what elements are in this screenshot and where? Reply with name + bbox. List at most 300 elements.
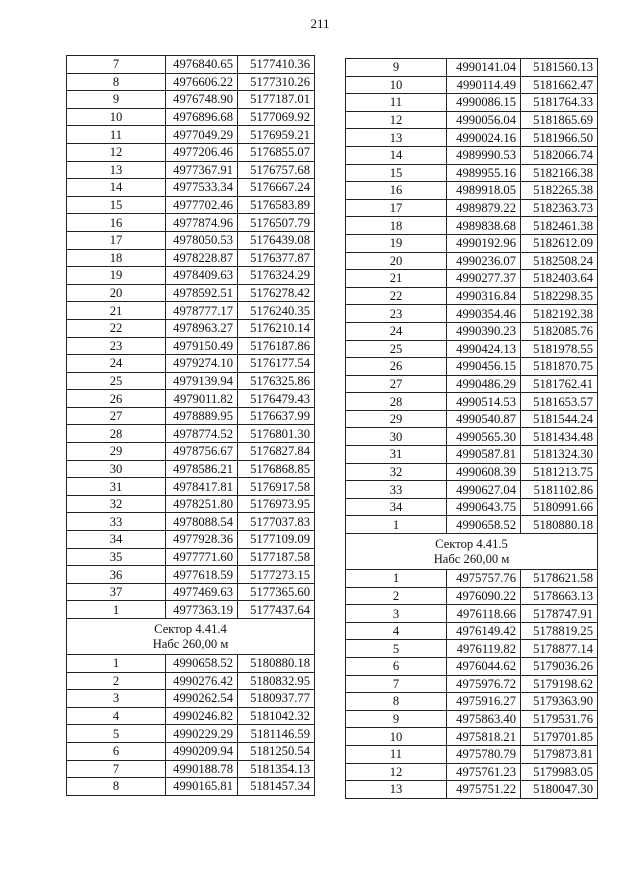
table-row bbox=[67, 778, 315, 796]
point-number-cell: 21 bbox=[67, 302, 166, 320]
point-number-cell: 23 bbox=[67, 337, 166, 355]
point-number-cell: 26 bbox=[346, 358, 447, 376]
sector-title: Сектор 4.41.4 bbox=[154, 621, 227, 636]
y-coordinate-cell: 5182192.38 bbox=[521, 305, 598, 323]
x-coordinate-cell: 4977533.34 bbox=[166, 179, 238, 197]
table-row bbox=[67, 478, 315, 496]
y-coordinate-cell: 5176240.35 bbox=[238, 302, 315, 320]
x-coordinate-cell: 4978251.80 bbox=[166, 495, 238, 513]
point-number-cell: 20 bbox=[346, 252, 447, 270]
x-coordinate-cell: 4990608.39 bbox=[447, 463, 521, 481]
point-number-cell: 1 bbox=[67, 655, 166, 673]
y-coordinate-cell: 5176583.89 bbox=[238, 196, 315, 214]
x-coordinate-cell: 4990056.04 bbox=[447, 111, 521, 129]
y-coordinate-cell: 5182066.74 bbox=[521, 146, 598, 164]
point-number-cell: 1 bbox=[346, 516, 447, 534]
x-coordinate-cell: 4975757.76 bbox=[447, 570, 521, 588]
point-number-cell: 17 bbox=[67, 231, 166, 249]
point-number-cell: 13 bbox=[346, 129, 447, 147]
point-number-cell: 32 bbox=[346, 463, 447, 481]
y-coordinate-cell: 5181764.33 bbox=[521, 94, 598, 112]
table-row bbox=[346, 693, 598, 711]
point-number-cell: 5 bbox=[346, 640, 447, 658]
point-number-cell: 36 bbox=[67, 566, 166, 584]
x-coordinate-cell: 4990658.52 bbox=[447, 516, 521, 534]
x-coordinate-cell: 4975751.22 bbox=[447, 781, 521, 799]
y-coordinate-cell: 5176801.30 bbox=[238, 425, 315, 443]
y-coordinate-cell: 5182265.38 bbox=[521, 182, 598, 200]
table-row bbox=[67, 495, 315, 513]
x-coordinate-cell: 4990276.42 bbox=[166, 672, 238, 690]
y-coordinate-cell: 5180937.77 bbox=[238, 690, 315, 708]
point-number-cell: 11 bbox=[346, 94, 447, 112]
x-coordinate-cell: 4979139.94 bbox=[166, 372, 238, 390]
table-row bbox=[346, 164, 598, 182]
y-coordinate-cell: 5179363.90 bbox=[521, 693, 598, 711]
x-coordinate-cell: 4978592.51 bbox=[166, 284, 238, 302]
y-coordinate-cell: 5181042.32 bbox=[238, 707, 315, 725]
point-number-cell: 4 bbox=[346, 622, 447, 640]
x-coordinate-cell: 4976044.62 bbox=[447, 658, 521, 676]
y-coordinate-cell: 5181865.69 bbox=[521, 111, 598, 129]
x-coordinate-cell: 4990587.81 bbox=[447, 446, 521, 464]
y-coordinate-cell: 5181662.47 bbox=[521, 76, 598, 94]
point-number-cell: 6 bbox=[67, 742, 166, 760]
y-coordinate-cell: 5176868.85 bbox=[238, 460, 315, 478]
x-coordinate-cell: 4977469.63 bbox=[166, 583, 238, 601]
table-row bbox=[346, 199, 598, 217]
point-number-cell: 24 bbox=[67, 355, 166, 373]
x-coordinate-cell: 4977049.29 bbox=[166, 126, 238, 144]
x-coordinate-cell: 4990165.81 bbox=[166, 778, 238, 796]
x-coordinate-cell: 4976748.90 bbox=[166, 91, 238, 109]
point-number-cell: 13 bbox=[67, 161, 166, 179]
point-number-cell: 18 bbox=[67, 249, 166, 267]
left-table-body bbox=[67, 56, 315, 796]
y-coordinate-cell: 5179983.05 bbox=[521, 763, 598, 781]
x-coordinate-cell: 4978756.67 bbox=[166, 443, 238, 461]
x-coordinate-cell: 4989879.22 bbox=[447, 199, 521, 217]
table-row bbox=[67, 725, 315, 743]
point-number-cell: 13 bbox=[346, 781, 447, 799]
y-coordinate-cell: 5176187.86 bbox=[238, 337, 315, 355]
x-coordinate-cell: 4978409.63 bbox=[166, 267, 238, 285]
table-row bbox=[346, 516, 598, 534]
y-coordinate-cell: 5178819.25 bbox=[521, 622, 598, 640]
y-coordinate-cell: 5181870.75 bbox=[521, 358, 598, 376]
point-number-cell: 34 bbox=[67, 531, 166, 549]
sector-header-row bbox=[67, 619, 315, 655]
sector-subtitle: Набс 260,00 м bbox=[433, 551, 510, 566]
table-row bbox=[67, 337, 315, 355]
table-row bbox=[67, 548, 315, 566]
x-coordinate-cell: 4990540.87 bbox=[447, 410, 521, 428]
y-coordinate-cell: 5181978.55 bbox=[521, 340, 598, 358]
x-coordinate-cell: 4990456.15 bbox=[447, 358, 521, 376]
table-row bbox=[67, 126, 315, 144]
x-coordinate-cell: 4978417.81 bbox=[166, 478, 238, 496]
point-number-cell: 11 bbox=[67, 126, 166, 144]
point-number-cell: 14 bbox=[67, 179, 166, 197]
sector-subtitle: Набс 260,00 м bbox=[152, 636, 229, 651]
point-number-cell: 31 bbox=[346, 446, 447, 464]
y-coordinate-cell: 5177410.36 bbox=[238, 56, 315, 74]
y-coordinate-cell: 5178663.13 bbox=[521, 587, 598, 605]
point-number-cell: 21 bbox=[346, 270, 447, 288]
y-coordinate-cell: 5176210.14 bbox=[238, 319, 315, 337]
y-coordinate-cell: 5182298.35 bbox=[521, 287, 598, 305]
x-coordinate-cell: 4979150.49 bbox=[166, 337, 238, 355]
point-number-cell: 22 bbox=[67, 319, 166, 337]
point-number-cell: 19 bbox=[67, 267, 166, 285]
point-number-cell: 8 bbox=[67, 73, 166, 91]
point-number-cell: 2 bbox=[346, 587, 447, 605]
table-row bbox=[346, 182, 598, 200]
x-coordinate-cell: 4990246.82 bbox=[166, 707, 238, 725]
table-row bbox=[346, 322, 598, 340]
y-coordinate-cell: 5182085.76 bbox=[521, 322, 598, 340]
table-row bbox=[67, 460, 315, 478]
table-row bbox=[67, 372, 315, 390]
y-coordinate-cell: 5177187.01 bbox=[238, 91, 315, 109]
point-number-cell: 33 bbox=[67, 513, 166, 531]
table-row bbox=[346, 605, 598, 623]
x-coordinate-cell: 4989918.05 bbox=[447, 182, 521, 200]
y-coordinate-cell: 5178877.14 bbox=[521, 640, 598, 658]
y-coordinate-cell: 5177273.15 bbox=[238, 566, 315, 584]
y-coordinate-cell: 5180991.66 bbox=[521, 498, 598, 516]
point-number-cell: 10 bbox=[346, 728, 447, 746]
y-coordinate-cell: 5181324.30 bbox=[521, 446, 598, 464]
table-row bbox=[67, 707, 315, 725]
y-coordinate-cell: 5179701.85 bbox=[521, 728, 598, 746]
table-row bbox=[67, 231, 315, 249]
point-number-cell: 28 bbox=[67, 425, 166, 443]
table-row bbox=[346, 393, 598, 411]
sector-title: Сектор 4.41.5 bbox=[435, 536, 508, 551]
x-coordinate-cell: 4977771.60 bbox=[166, 548, 238, 566]
x-coordinate-cell: 4989990.53 bbox=[447, 146, 521, 164]
x-coordinate-cell: 4977874.96 bbox=[166, 214, 238, 232]
table-row bbox=[346, 270, 598, 288]
y-coordinate-cell: 5181762.41 bbox=[521, 375, 598, 393]
table-row bbox=[346, 358, 598, 376]
x-coordinate-cell: 4990209.94 bbox=[166, 742, 238, 760]
table-row bbox=[346, 76, 598, 94]
y-coordinate-cell: 5179198.62 bbox=[521, 675, 598, 693]
point-number-cell: 24 bbox=[346, 322, 447, 340]
point-number-cell: 2 bbox=[67, 672, 166, 690]
x-coordinate-cell: 4978963.27 bbox=[166, 319, 238, 337]
y-coordinate-cell: 5176325.86 bbox=[238, 372, 315, 390]
point-number-cell: 9 bbox=[67, 91, 166, 109]
x-coordinate-cell: 4978088.54 bbox=[166, 513, 238, 531]
table-row bbox=[346, 94, 598, 112]
y-coordinate-cell: 5181354.13 bbox=[238, 760, 315, 778]
table-row bbox=[67, 214, 315, 232]
point-number-cell: 4 bbox=[67, 707, 166, 725]
table-row bbox=[67, 425, 315, 443]
table-row bbox=[346, 252, 598, 270]
table-row bbox=[346, 481, 598, 499]
x-coordinate-cell: 4977702.46 bbox=[166, 196, 238, 214]
y-coordinate-cell: 5177069.92 bbox=[238, 108, 315, 126]
point-number-cell: 8 bbox=[346, 693, 447, 711]
point-number-cell: 23 bbox=[346, 305, 447, 323]
x-coordinate-cell: 4989955.16 bbox=[447, 164, 521, 182]
point-number-cell: 16 bbox=[67, 214, 166, 232]
point-number-cell: 37 bbox=[67, 583, 166, 601]
table-row bbox=[346, 428, 598, 446]
y-coordinate-cell: 5176757.68 bbox=[238, 161, 315, 179]
x-coordinate-cell: 4977206.46 bbox=[166, 143, 238, 161]
x-coordinate-cell: 4990141.04 bbox=[447, 59, 521, 77]
point-number-cell: 34 bbox=[346, 498, 447, 516]
x-coordinate-cell: 4975863.40 bbox=[447, 710, 521, 728]
table-row bbox=[346, 111, 598, 129]
x-coordinate-cell: 4990424.13 bbox=[447, 340, 521, 358]
table-row bbox=[346, 146, 598, 164]
point-number-cell: 3 bbox=[67, 690, 166, 708]
y-coordinate-cell: 5177109.09 bbox=[238, 531, 315, 549]
table-row bbox=[346, 763, 598, 781]
x-coordinate-cell: 4990229.29 bbox=[166, 725, 238, 743]
point-number-cell: 29 bbox=[67, 443, 166, 461]
point-number-cell: 9 bbox=[346, 710, 447, 728]
table-row bbox=[67, 443, 315, 461]
point-number-cell: 30 bbox=[67, 460, 166, 478]
table-row bbox=[67, 690, 315, 708]
y-coordinate-cell: 5176667.24 bbox=[238, 179, 315, 197]
x-coordinate-cell: 4990024.16 bbox=[447, 129, 521, 147]
y-coordinate-cell: 5180880.18 bbox=[238, 655, 315, 673]
table-row bbox=[67, 284, 315, 302]
point-number-cell: 22 bbox=[346, 287, 447, 305]
point-number-cell: 27 bbox=[346, 375, 447, 393]
y-coordinate-cell: 5181102.86 bbox=[521, 481, 598, 499]
table-row bbox=[67, 73, 315, 91]
point-number-cell: 16 bbox=[346, 182, 447, 200]
table-row bbox=[346, 658, 598, 676]
y-coordinate-cell: 5176855.07 bbox=[238, 143, 315, 161]
y-coordinate-cell: 5180880.18 bbox=[521, 516, 598, 534]
x-coordinate-cell: 4977367.91 bbox=[166, 161, 238, 179]
x-coordinate-cell: 4990390.23 bbox=[447, 322, 521, 340]
table-row bbox=[346, 463, 598, 481]
x-coordinate-cell: 4989838.68 bbox=[447, 217, 521, 235]
x-coordinate-cell: 4990086.15 bbox=[447, 94, 521, 112]
point-number-cell: 6 bbox=[346, 658, 447, 676]
x-coordinate-cell: 4990316.84 bbox=[447, 287, 521, 305]
x-coordinate-cell: 4977618.59 bbox=[166, 566, 238, 584]
point-number-cell: 29 bbox=[346, 410, 447, 428]
table-row bbox=[67, 672, 315, 690]
y-coordinate-cell: 5177037.83 bbox=[238, 513, 315, 531]
table-row bbox=[346, 340, 598, 358]
table-row bbox=[67, 108, 315, 126]
table-row bbox=[346, 640, 598, 658]
point-number-cell: 7 bbox=[67, 56, 166, 74]
y-coordinate-cell: 5178747.91 bbox=[521, 605, 598, 623]
table-row bbox=[67, 56, 315, 74]
table-row bbox=[67, 407, 315, 425]
table-row bbox=[346, 587, 598, 605]
sector-header-row bbox=[346, 534, 598, 570]
point-number-cell: 5 bbox=[67, 725, 166, 743]
y-coordinate-cell: 5176827.84 bbox=[238, 443, 315, 461]
table-row bbox=[67, 267, 315, 285]
x-coordinate-cell: 4978774.52 bbox=[166, 425, 238, 443]
point-number-cell: 7 bbox=[67, 760, 166, 778]
y-coordinate-cell: 5182508.24 bbox=[521, 252, 598, 270]
point-number-cell: 12 bbox=[67, 143, 166, 161]
y-coordinate-cell: 5176917.58 bbox=[238, 478, 315, 496]
table-row bbox=[346, 745, 598, 763]
point-number-cell: 10 bbox=[67, 108, 166, 126]
point-number-cell: 18 bbox=[346, 217, 447, 235]
point-number-cell: 20 bbox=[67, 284, 166, 302]
x-coordinate-cell: 4978228.87 bbox=[166, 249, 238, 267]
table-row bbox=[346, 498, 598, 516]
x-coordinate-cell: 4990114.49 bbox=[447, 76, 521, 94]
table-row bbox=[346, 570, 598, 588]
table-row bbox=[346, 781, 598, 799]
point-number-cell: 35 bbox=[67, 548, 166, 566]
point-number-cell: 3 bbox=[346, 605, 447, 623]
table-row bbox=[346, 375, 598, 393]
x-coordinate-cell: 4990627.04 bbox=[447, 481, 521, 499]
y-coordinate-cell: 5178621.58 bbox=[521, 570, 598, 588]
x-coordinate-cell: 4976090.22 bbox=[447, 587, 521, 605]
point-number-cell: 31 bbox=[67, 478, 166, 496]
x-coordinate-cell: 4990192.96 bbox=[447, 234, 521, 252]
point-number-cell: 33 bbox=[346, 481, 447, 499]
point-number-cell: 1 bbox=[67, 601, 166, 619]
x-coordinate-cell: 4978586.21 bbox=[166, 460, 238, 478]
y-coordinate-cell: 5181213.75 bbox=[521, 463, 598, 481]
x-coordinate-cell: 4975780.79 bbox=[447, 745, 521, 763]
page-number: 211 bbox=[310, 16, 330, 31]
y-coordinate-cell: 5182612.09 bbox=[521, 234, 598, 252]
x-coordinate-cell: 4976149.42 bbox=[447, 622, 521, 640]
y-coordinate-cell: 5181966.50 bbox=[521, 129, 598, 147]
point-number-cell: 19 bbox=[346, 234, 447, 252]
point-number-cell: 1 bbox=[346, 570, 447, 588]
y-coordinate-cell: 5180047.30 bbox=[521, 781, 598, 799]
point-number-cell: 12 bbox=[346, 763, 447, 781]
table-row bbox=[346, 217, 598, 235]
table-row bbox=[67, 513, 315, 531]
x-coordinate-cell: 4975761.23 bbox=[447, 763, 521, 781]
table-row bbox=[346, 234, 598, 252]
x-coordinate-cell: 4977928.36 bbox=[166, 531, 238, 549]
x-coordinate-cell: 4975916.27 bbox=[447, 693, 521, 711]
table-row bbox=[67, 601, 315, 619]
table-row bbox=[67, 161, 315, 179]
table-row bbox=[67, 91, 315, 109]
x-coordinate-cell: 4978889.95 bbox=[166, 407, 238, 425]
point-number-cell: 26 bbox=[67, 390, 166, 408]
x-coordinate-cell: 4976896.68 bbox=[166, 108, 238, 126]
table-row bbox=[67, 390, 315, 408]
table-row bbox=[346, 410, 598, 428]
right-table-body bbox=[346, 59, 598, 799]
table-row bbox=[346, 622, 598, 640]
y-coordinate-cell: 5182363.73 bbox=[521, 199, 598, 217]
x-coordinate-cell: 4978777.17 bbox=[166, 302, 238, 320]
x-coordinate-cell: 4990188.78 bbox=[166, 760, 238, 778]
x-coordinate-cell: 4979274.10 bbox=[166, 355, 238, 373]
x-coordinate-cell: 4990236.07 bbox=[447, 252, 521, 270]
table-row bbox=[67, 196, 315, 214]
point-number-cell: 14 bbox=[346, 146, 447, 164]
y-coordinate-cell: 5182166.38 bbox=[521, 164, 598, 182]
y-coordinate-cell: 5179036.26 bbox=[521, 658, 598, 676]
y-coordinate-cell: 5176177.54 bbox=[238, 355, 315, 373]
point-number-cell: 27 bbox=[67, 407, 166, 425]
table-row bbox=[67, 179, 315, 197]
y-coordinate-cell: 5177187.58 bbox=[238, 548, 315, 566]
y-coordinate-cell: 5179531.76 bbox=[521, 710, 598, 728]
y-coordinate-cell: 5181653.57 bbox=[521, 393, 598, 411]
table-row bbox=[67, 355, 315, 373]
point-number-cell: 12 bbox=[346, 111, 447, 129]
table-row bbox=[67, 760, 315, 778]
table-row bbox=[67, 319, 315, 337]
point-number-cell: 32 bbox=[67, 495, 166, 513]
y-coordinate-cell: 5181146.59 bbox=[238, 725, 315, 743]
table-row bbox=[67, 655, 315, 673]
y-coordinate-cell: 5177310.26 bbox=[238, 73, 315, 91]
y-coordinate-cell: 5181560.13 bbox=[521, 59, 598, 77]
y-coordinate-cell: 5176479.43 bbox=[238, 390, 315, 408]
y-coordinate-cell: 5181434.48 bbox=[521, 428, 598, 446]
point-number-cell: 25 bbox=[67, 372, 166, 390]
x-coordinate-cell: 4990643.75 bbox=[447, 498, 521, 516]
y-coordinate-cell: 5181250.54 bbox=[238, 742, 315, 760]
point-number-cell: 9 bbox=[346, 59, 447, 77]
y-coordinate-cell: 5180832.95 bbox=[238, 672, 315, 690]
point-number-cell: 7 bbox=[346, 675, 447, 693]
point-number-cell: 8 bbox=[67, 778, 166, 796]
x-coordinate-cell: 4978050.53 bbox=[166, 231, 238, 249]
table-row bbox=[346, 305, 598, 323]
point-number-cell: 30 bbox=[346, 428, 447, 446]
table-row bbox=[67, 249, 315, 267]
y-coordinate-cell: 5177365.60 bbox=[238, 583, 315, 601]
x-coordinate-cell: 4977363.19 bbox=[166, 601, 238, 619]
y-coordinate-cell: 5176439.08 bbox=[238, 231, 315, 249]
x-coordinate-cell: 4976840.65 bbox=[166, 56, 238, 74]
table-row bbox=[346, 129, 598, 147]
table-row bbox=[67, 742, 315, 760]
table-row bbox=[346, 728, 598, 746]
y-coordinate-cell: 5176973.95 bbox=[238, 495, 315, 513]
sector-header bbox=[67, 619, 315, 655]
x-coordinate-cell: 4990262.54 bbox=[166, 690, 238, 708]
x-coordinate-cell: 4976119.82 bbox=[447, 640, 521, 658]
y-coordinate-cell: 5179873.81 bbox=[521, 745, 598, 763]
x-coordinate-cell: 4979011.82 bbox=[166, 390, 238, 408]
point-number-cell: 11 bbox=[346, 745, 447, 763]
point-number-cell: 15 bbox=[346, 164, 447, 182]
y-coordinate-cell: 5177437.64 bbox=[238, 601, 315, 619]
table-row bbox=[67, 583, 315, 601]
x-coordinate-cell: 4990658.52 bbox=[166, 655, 238, 673]
y-coordinate-cell: 5182403.64 bbox=[521, 270, 598, 288]
y-coordinate-cell: 5176377.87 bbox=[238, 249, 315, 267]
table-row bbox=[67, 531, 315, 549]
